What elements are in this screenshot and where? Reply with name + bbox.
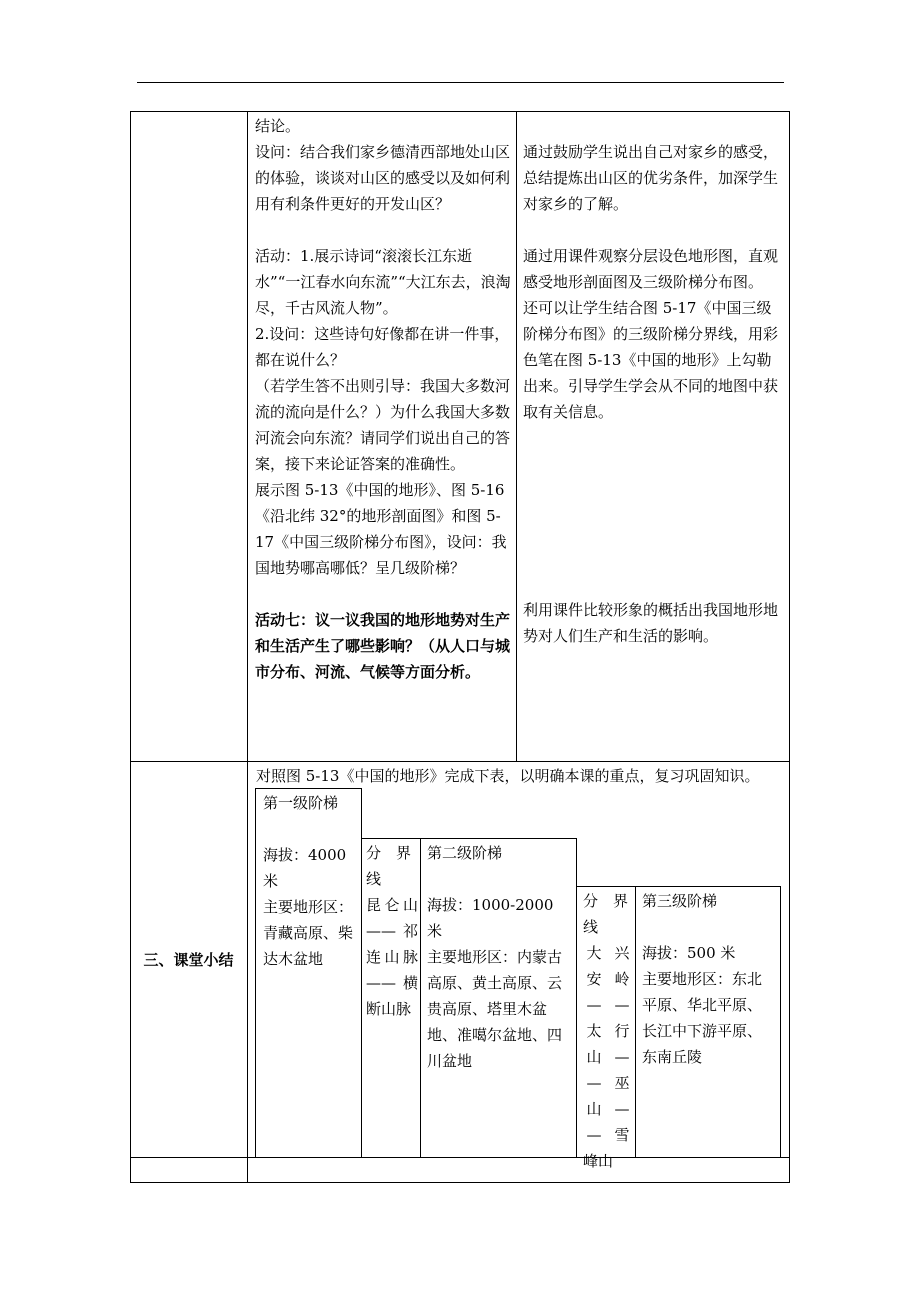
teaching-activity-cell [255,113,512,685]
step2-title: 第二级阶梯 [427,844,503,862]
line2-char: 雪 [614,1126,630,1144]
column-divider-2 [516,111,517,761]
paragraph: 还可以让学生结合图 5-17《中国三级阶梯分布图》的三级阶梯分界线，用彩色笔在图 5-13《中国的地形》上勾勒出来。引导学生学会从不同的地图中获取有关信息。 [523,299,779,421]
design-intent-cell [523,139,785,425]
line1-content [366,840,427,1022]
line2-title: 分 界 线 [583,892,644,936]
paragraph: 结论。 [255,117,301,135]
paragraph: 利用课件比较形象的概括出我国地形地势对人们生产和生活的影响。 [523,601,779,645]
line1-title: 分 界 线 [366,844,427,888]
step1-altitude: 海拔：4000 米 [263,846,347,890]
step3-title: 第三级阶梯 [642,892,718,910]
line2-char: — [614,1048,630,1066]
paragraph: （若学生答不出则引导：我国大多数河流的流向是什么？）为什么我国大多数河流会向东流？请同学们说出自己的答案，接下来论证答案的准确性。 [255,377,511,473]
line2-char: 大 [586,944,602,962]
paragraph: 通过用课件观察分层设色地形图，直观感受地形剖面图及三级阶梯分布图。 [523,247,779,291]
design-intent-cell-2 [523,597,785,649]
line1-text: 昆仑山——祁连山脉——横断山脉 [366,896,418,1018]
line2-char: — [586,996,602,1014]
column-divider-1 [247,111,248,1183]
line2-char: 安 [586,970,602,988]
step1-content [263,790,357,972]
line2-col-right [611,940,633,1174]
paragraph: 设问：结合我们家乡德清西部地处山区的体验，谈谈对山区的感受以及如何利用有利条件更好的开发山区？ [255,143,511,213]
paragraph: 活动：1.展示诗词“滚滚长江东逝水”“一江春水向东流”“大江东去，浪淘尽，千古风流人物”。 [255,247,511,317]
line2-col-left [583,940,614,1174]
line2-char: 太 [586,1022,602,1040]
line2-char: 山 [586,1100,602,1118]
section-label: 三、课堂小结 [143,951,234,969]
line2-content [583,888,644,1174]
line2-char: — [614,996,630,1014]
summary-intro: 对照图 5-13《中国的地形》完成下表，以明确本课的重点，复习巩固知识。 [256,767,760,785]
step3-content [642,888,776,1070]
line2-char: 巫 [614,1074,630,1092]
step1-title: 第一级阶梯 [263,794,339,812]
step3-altitude: 海拔：500 米 [642,944,736,962]
step2-altitude: 海拔：1000-2000 米 [427,896,554,940]
activity-seven: 活动七：议一议我国的地形地势对生产和生活产生了哪些影响？（从人口与城市分布、河流、气候等方面分析。 [255,611,511,681]
line2-char: — [586,1074,602,1092]
paragraph: 2.设问：这些诗句好像都在讲一件事，都在说什么？ [255,325,510,369]
step1-area: 主要地形区：青藏高原、柴达木盆地 [263,898,354,968]
row-divider-1 [130,761,790,762]
line2-char: 兴 [614,944,630,962]
step3-area: 主要地形区：东北平原、华北平原、长江中下游平原、东南丘陵 [642,970,763,1066]
step2-area: 主要地形区：内蒙古高原、黄土高原、云贵高原、塔里木盆地、准噶尔盆地、四川盆地 [427,948,563,1070]
header-rule [137,82,784,83]
line2-char: — [586,1126,602,1144]
step2-content [427,840,572,1074]
line2-char: 山 [586,1048,602,1066]
paragraph: 展示图 5-13《中国的地形》、图 5-16《沿北纬 32°的地形剖面图》和图 5-17《中国三级阶梯分布图》，设问：我国地势哪高哪低？呈几级阶梯？ [255,481,507,577]
paragraph: 通过鼓励学生说出自己对家乡的感受，总结提炼出山区的优劣条件，加深学生对家乡的了解。 [523,143,779,213]
line2-char: 峰山 [583,1152,614,1170]
line2-char: 行 [614,1022,630,1040]
line2-char: — [614,1100,630,1118]
line2-char: 岭 [614,970,630,988]
